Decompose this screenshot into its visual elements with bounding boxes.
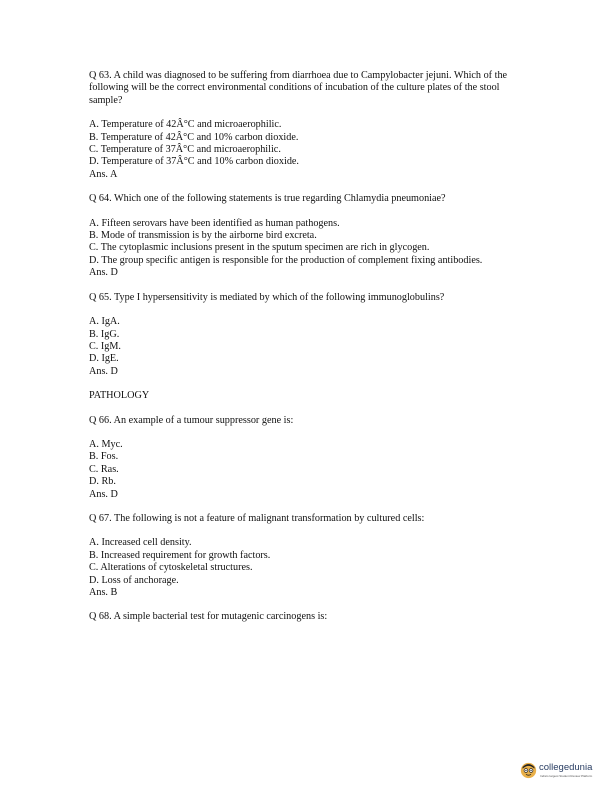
- answer-options: [89, 119, 529, 181]
- answer-option: A. Myc.: [89, 438, 123, 450]
- question-block: [89, 70, 529, 181]
- question-list-1: [89, 70, 529, 378]
- answer-option: A. Temperature of 42Â°C and microaerophilic.: [89, 119, 282, 131]
- answer-option: C. Alterations of cytoskeletal structures.: [89, 562, 253, 574]
- logo-name: collegedunia: [539, 762, 593, 773]
- answer-options: [89, 537, 529, 599]
- answer-option: D. Loss of anchorage.: [89, 574, 179, 586]
- answer-options: [89, 439, 529, 501]
- page-content: [89, 70, 529, 624]
- question-block: [89, 513, 529, 599]
- answer-option: B. Temperature of 42Â°C and 10% carbon dioxide.: [89, 131, 299, 143]
- answer-key: Ans. D: [89, 488, 118, 500]
- question-stem: Q 65. Type I hypersensitivity is mediated by which of the following immunoglobulins?: [89, 291, 445, 303]
- answer-key: Ans. A: [89, 168, 118, 180]
- collegedunia-logo: [520, 761, 604, 783]
- answer-option: B. Mode of transmission is by the airborne bird excreta.: [89, 230, 317, 242]
- answer-option: D. Temperature of 37Â°C and 10% carbon dioxide.: [89, 156, 299, 168]
- mascot-icon: [520, 762, 537, 779]
- answer-key: Ans. B: [89, 587, 118, 598]
- answer-option: C. Ras.: [89, 463, 119, 475]
- question-block: [89, 292, 529, 378]
- answer-option: B. Increased requirement for growth factors.: [89, 549, 271, 561]
- last-question: Q 68. A simple bacterial test for mutagenic carcinogens is:: [89, 611, 328, 623]
- answer-options: [89, 316, 529, 378]
- question-stem: Q 63. A child was diagnosed to be suffering from diarrhoea due to Campylobacter jejuni. Which of the following will be the correct environmental conditions of incubation of the culture plates of the stool sample?: [89, 70, 508, 106]
- answer-key: Ans. D: [89, 365, 118, 377]
- answer-option: B. Fos.: [89, 451, 119, 463]
- answer-option: D. Rb.: [89, 476, 116, 488]
- answer-option: A. IgA.: [89, 316, 120, 328]
- answer-option: B. IgG.: [89, 328, 120, 340]
- answer-key: Ans. D: [89, 267, 118, 279]
- answer-option: D. IgE.: [89, 353, 119, 365]
- answer-option: C. Temperature of 37Â°C and microaerophilic.: [89, 144, 281, 156]
- question-stem: Q 67. The following is not a feature of malignant transformation by cultured cells:: [89, 512, 425, 524]
- question-block: [89, 415, 529, 501]
- answer-options: [89, 218, 529, 280]
- answer-option: A. Increased cell density.: [89, 537, 192, 549]
- answer-option: C. IgM.: [89, 340, 121, 352]
- question-block: [89, 193, 529, 279]
- question-stem: Q 66. An example of a tumour suppressor gene is:: [89, 414, 294, 426]
- question-list-2: [89, 415, 529, 600]
- logo-tagline: India's largest Student Review Platform: [540, 774, 593, 778]
- answer-option: A. Fifteen serovars have been identified as human pathogens.: [89, 217, 340, 229]
- answer-option: D. The group specific antigen is responsible for the production of complement fixing antibodies.: [89, 254, 483, 266]
- answer-option: C. The cytoplasmic inclusions present in the sputum specimen are rich in glycogen.: [89, 242, 430, 254]
- question-stem: Q 64. Which one of the following statements is true regarding Chlamydia pneumoniae?: [89, 193, 446, 205]
- section-title: PATHOLOGY: [89, 390, 150, 402]
